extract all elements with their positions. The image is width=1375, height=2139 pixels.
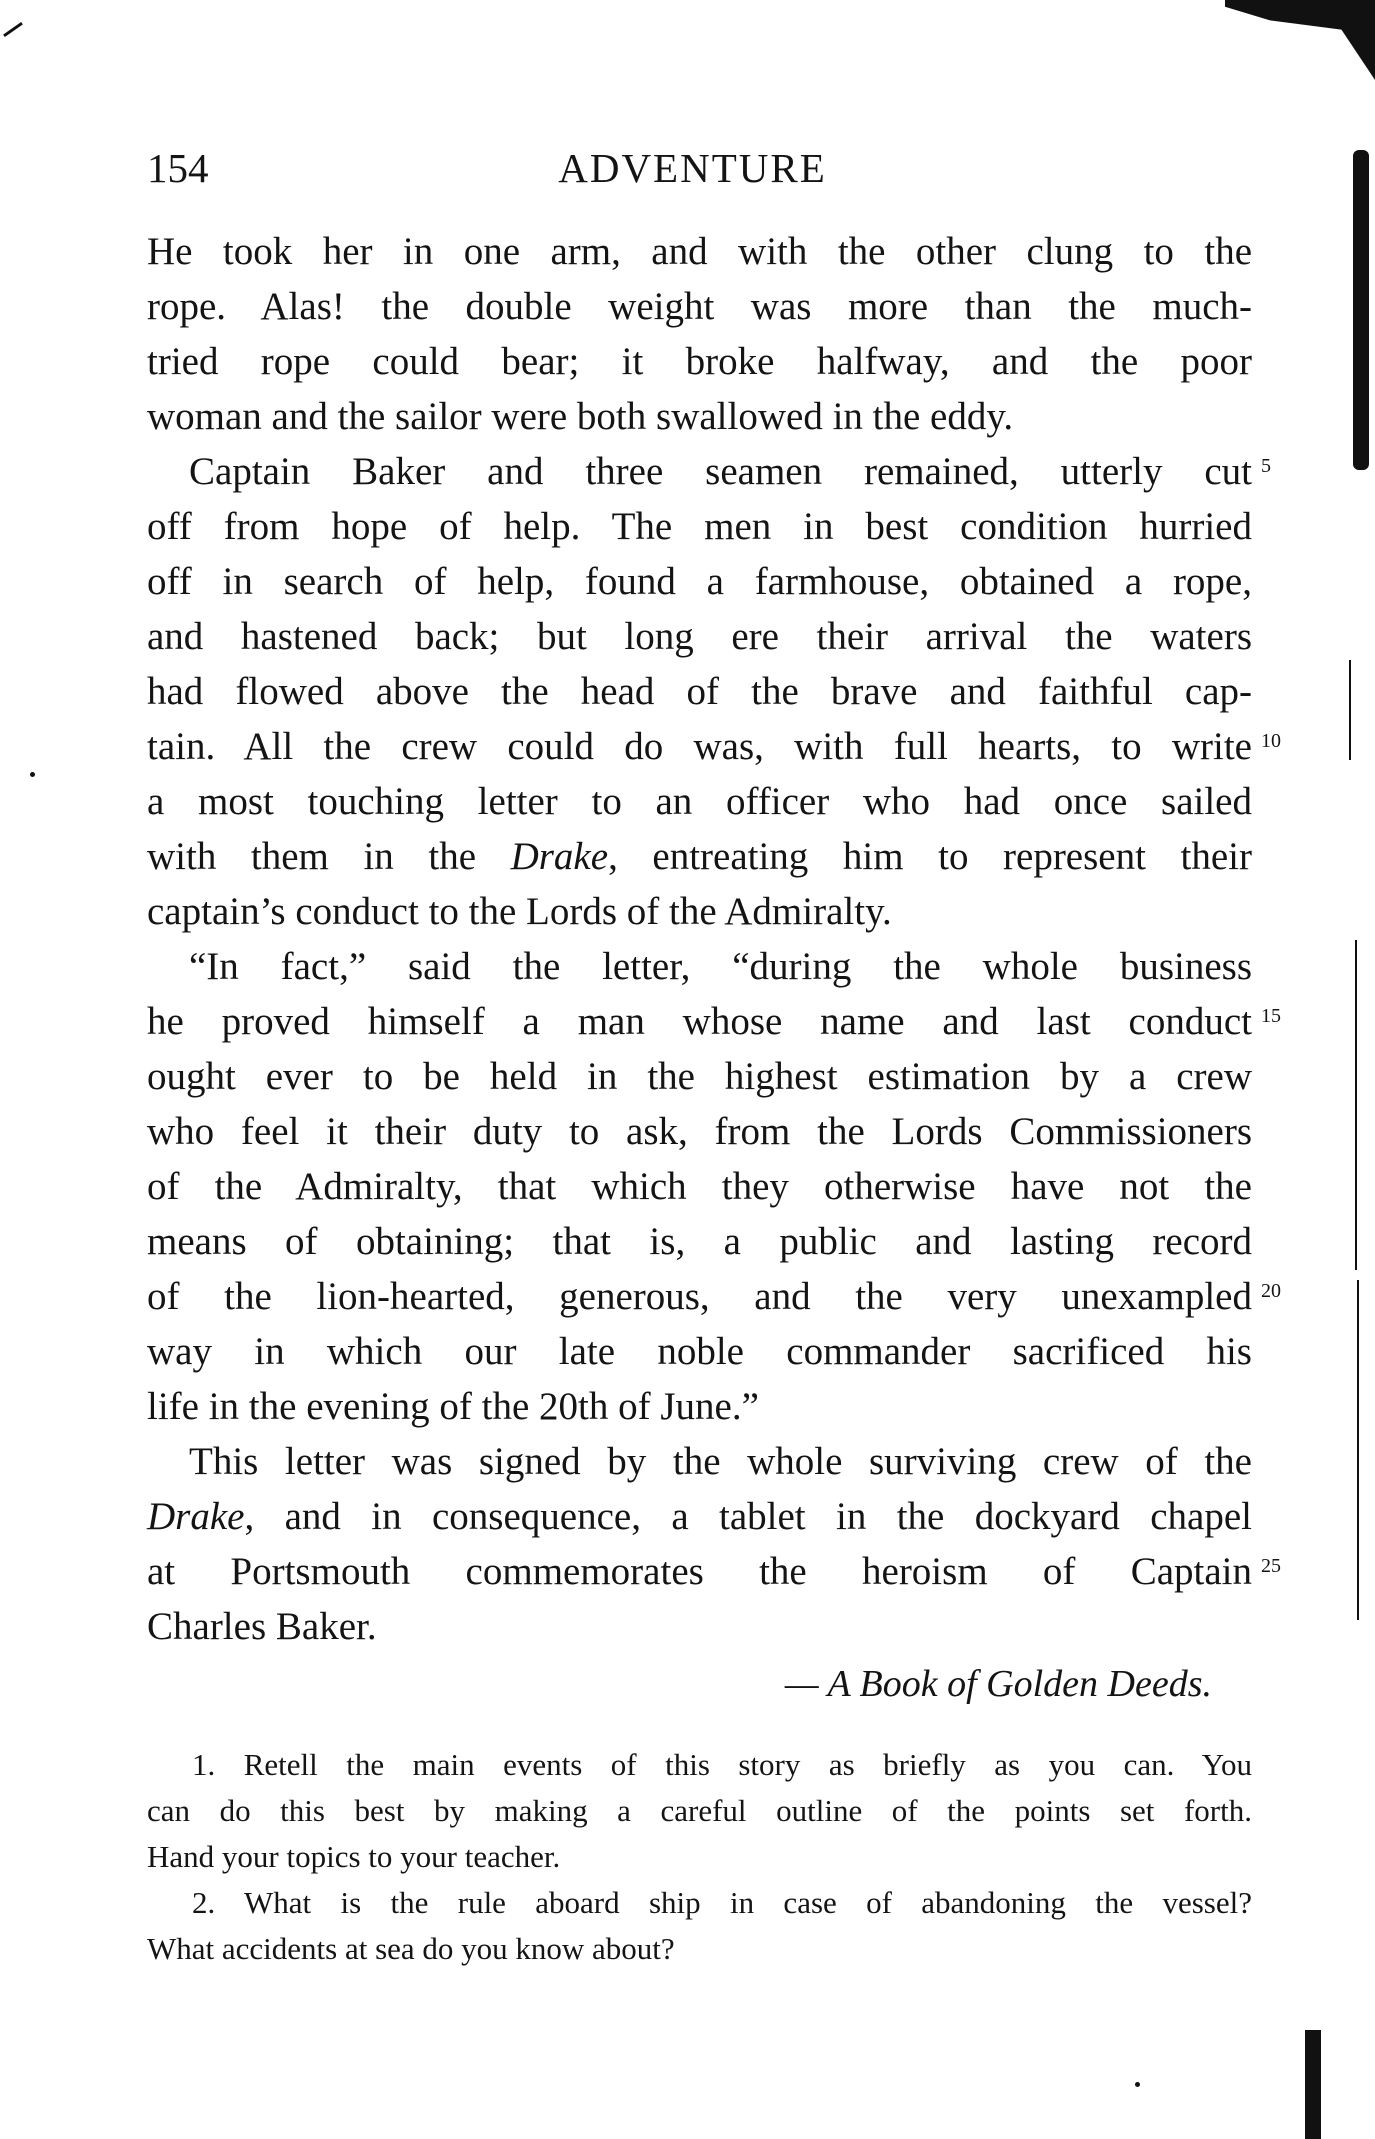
exercise-line: 2. What is the rule aboard ship in case of abandoning the vessel? [192, 1885, 1252, 1920]
text-line: had flowed above the head of the brave and faithful cap- [147, 670, 1252, 713]
text-line: tried rope could bear; it broke halfway, and the poor [147, 340, 1252, 383]
text-line: ought ever to be held in the highest estimation by a crew [147, 1055, 1252, 1098]
text-line: way in which our late noble commander sacrificed his [147, 1330, 1252, 1373]
text-line: a most touching letter to an officer who had once sailed [147, 780, 1252, 823]
scan-dot-bottom [1135, 2082, 1140, 2087]
body-text [147, 224, 1281, 1714]
text-line: he proved himself a man whose name and last conduct 15 [147, 1000, 1281, 1043]
text-line: Captain Baker and three seamen remained, utterly cut 5 [189, 450, 1271, 493]
line-number: 20 [1261, 1280, 1281, 1302]
text-line: of the Admiralty, that which they otherwise have not the [147, 1165, 1252, 1208]
exercise-line: Hand your topics to your teacher. [147, 1839, 561, 1874]
text-line: and hastened back; but long ere their arrival the waters [147, 615, 1252, 658]
text-line: woman and the sailor were both swallowed in the eddy. [147, 395, 1014, 438]
text-line: Charles Baker. [147, 1605, 377, 1648]
text-line: off from hope of help. The men in best condition hurried [147, 505, 1252, 548]
line-number: 10 [1261, 730, 1281, 752]
text-line: of the lion-hearted, generous, and the very unexampled 20 [147, 1275, 1281, 1318]
running-title: ADVENTURE [558, 145, 827, 191]
ship-name: Drake [510, 835, 609, 878]
page-number: 154 [147, 145, 209, 191]
text-line: with them in the Drake, entreating him to represent their [147, 835, 1252, 878]
line-number: 5 [1261, 455, 1271, 477]
scan-mark-bottom-right [1305, 2030, 1321, 2139]
text-line: Drake, and in consequence, a tablet in the dockyard chapel [147, 1495, 1252, 1538]
scan-dot-left [30, 772, 35, 777]
text-line: He took her in one arm, and with the other clung to the [147, 230, 1252, 273]
text-line: means of obtaining; that is, a public and lasting record [147, 1220, 1252, 1263]
source-attribution: — A Book of Golden Deeds. [784, 1663, 1212, 1705]
exercise-questions [147, 1742, 1252, 1972]
text-line: “In fact,” said the letter, “during the whole business [189, 945, 1252, 988]
scan-mark-right-rule-2 [1355, 940, 1357, 1270]
scan-mark-top-left [3, 22, 23, 37]
exercise-line: 1. Retell the main events of this story as briefly as you can. You [192, 1747, 1252, 1782]
text-line: off in search of help, found a farmhouse, obtained a rope, [147, 560, 1252, 603]
line-number: 25 [1261, 1555, 1281, 1577]
ship-name: Drake [147, 1495, 245, 1538]
line-number: 15 [1261, 1005, 1281, 1027]
scan-mark-top-right-tab [1335, 20, 1375, 80]
text-line: rope. Alas! the double weight was more than the much- [147, 285, 1252, 328]
text-line: captain’s conduct to the Lords of the Admiralty. [147, 890, 892, 933]
text-line: who feel it their duty to ask, from the Lords Commissioners [147, 1110, 1252, 1153]
scan-mark-right-rule-1 [1349, 660, 1351, 760]
text-line: at Portsmouth commemorates the heroism of Captain 25 [147, 1550, 1281, 1593]
scan-mark-right-bar [1353, 150, 1369, 470]
exercise-line: What accidents at sea do you know about? [147, 1931, 675, 1966]
scan-mark-right-rule-3 [1357, 1280, 1359, 1620]
exercise-line: can do this best by making a careful outline of the points set forth. [147, 1793, 1252, 1828]
text-line: This letter was signed by the whole surviving crew of the [189, 1440, 1252, 1483]
text-line: tain. All the crew could do was, with full hearts, to write 10 [147, 725, 1281, 768]
text-line: life in the evening of the 20th of June.” [147, 1385, 759, 1428]
